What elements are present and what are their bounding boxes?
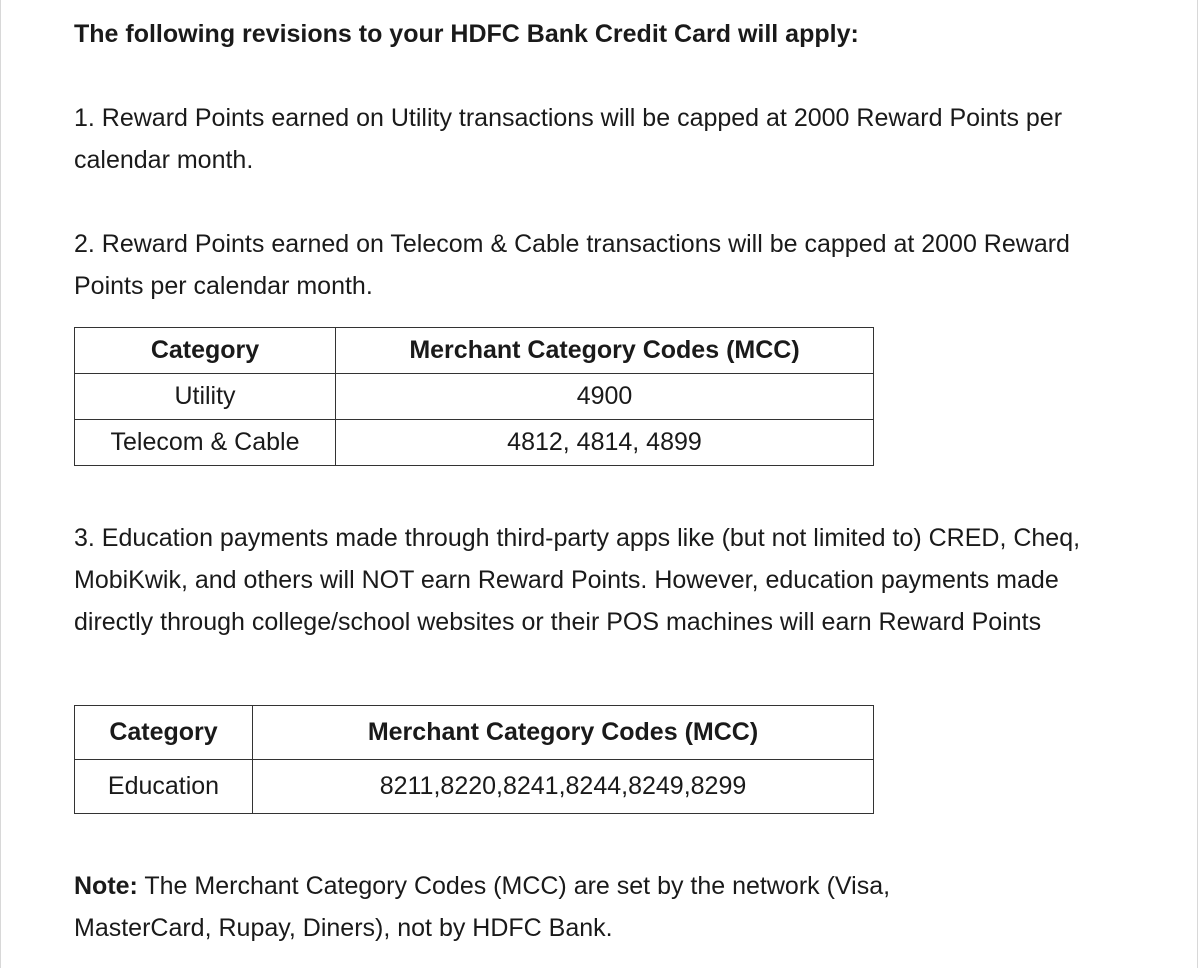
table-cell-category: Education <box>75 760 253 814</box>
revision-point-1: 1. Reward Points earned on Utility transactions will be capped at 2000 Reward Points per calendar month. <box>74 104 1063 174</box>
table-header-mcc: Merchant Category Codes (MCC) <box>336 328 874 374</box>
revision-point-2: 2. Reward Points earned on Telecom & Cable transactions will be capped at 2000 Reward Points per calendar month. <box>74 230 1070 300</box>
table-header-mcc: Merchant Category Codes (MCC) <box>253 706 874 760</box>
table-cell-mcc: 4812, 4814, 4899 <box>336 420 874 466</box>
revision-point-3: 3. Education payments made through third-party apps like (but not limited to) CRED, Cheq, MobiKwik, and others will NOT earn Reward Points. However, education payments made directly through college/school websites or their POS machines will earn Reward Points <box>74 524 1081 636</box>
mcc-table-utility-telecom <box>74 327 874 466</box>
table-header-row <box>75 328 874 374</box>
mcc-table-education <box>74 705 874 814</box>
table-cell-category: Utility <box>75 374 336 420</box>
note-label: Note: <box>74 872 138 900</box>
table-row <box>75 760 874 814</box>
table-header-category: Category <box>75 706 253 760</box>
table-header-category: Category <box>75 328 336 374</box>
table-cell-mcc: 8211,8220,8241,8244,8249,8299 <box>253 760 874 814</box>
table-cell-category: Telecom & Cable <box>75 420 336 466</box>
table-row <box>75 420 874 466</box>
note-text: The Merchant Category Codes (MCC) are set by the network (Visa, MasterCard, Rupay, Diners), not by HDFC Bank. <box>74 872 891 942</box>
table-cell-mcc: 4900 <box>336 374 874 420</box>
table-header-row <box>75 706 874 760</box>
note-paragraph <box>74 865 974 949</box>
table-row <box>75 374 874 420</box>
page-heading: The following revisions to your HDFC Bank Credit Card will apply: <box>74 20 859 48</box>
